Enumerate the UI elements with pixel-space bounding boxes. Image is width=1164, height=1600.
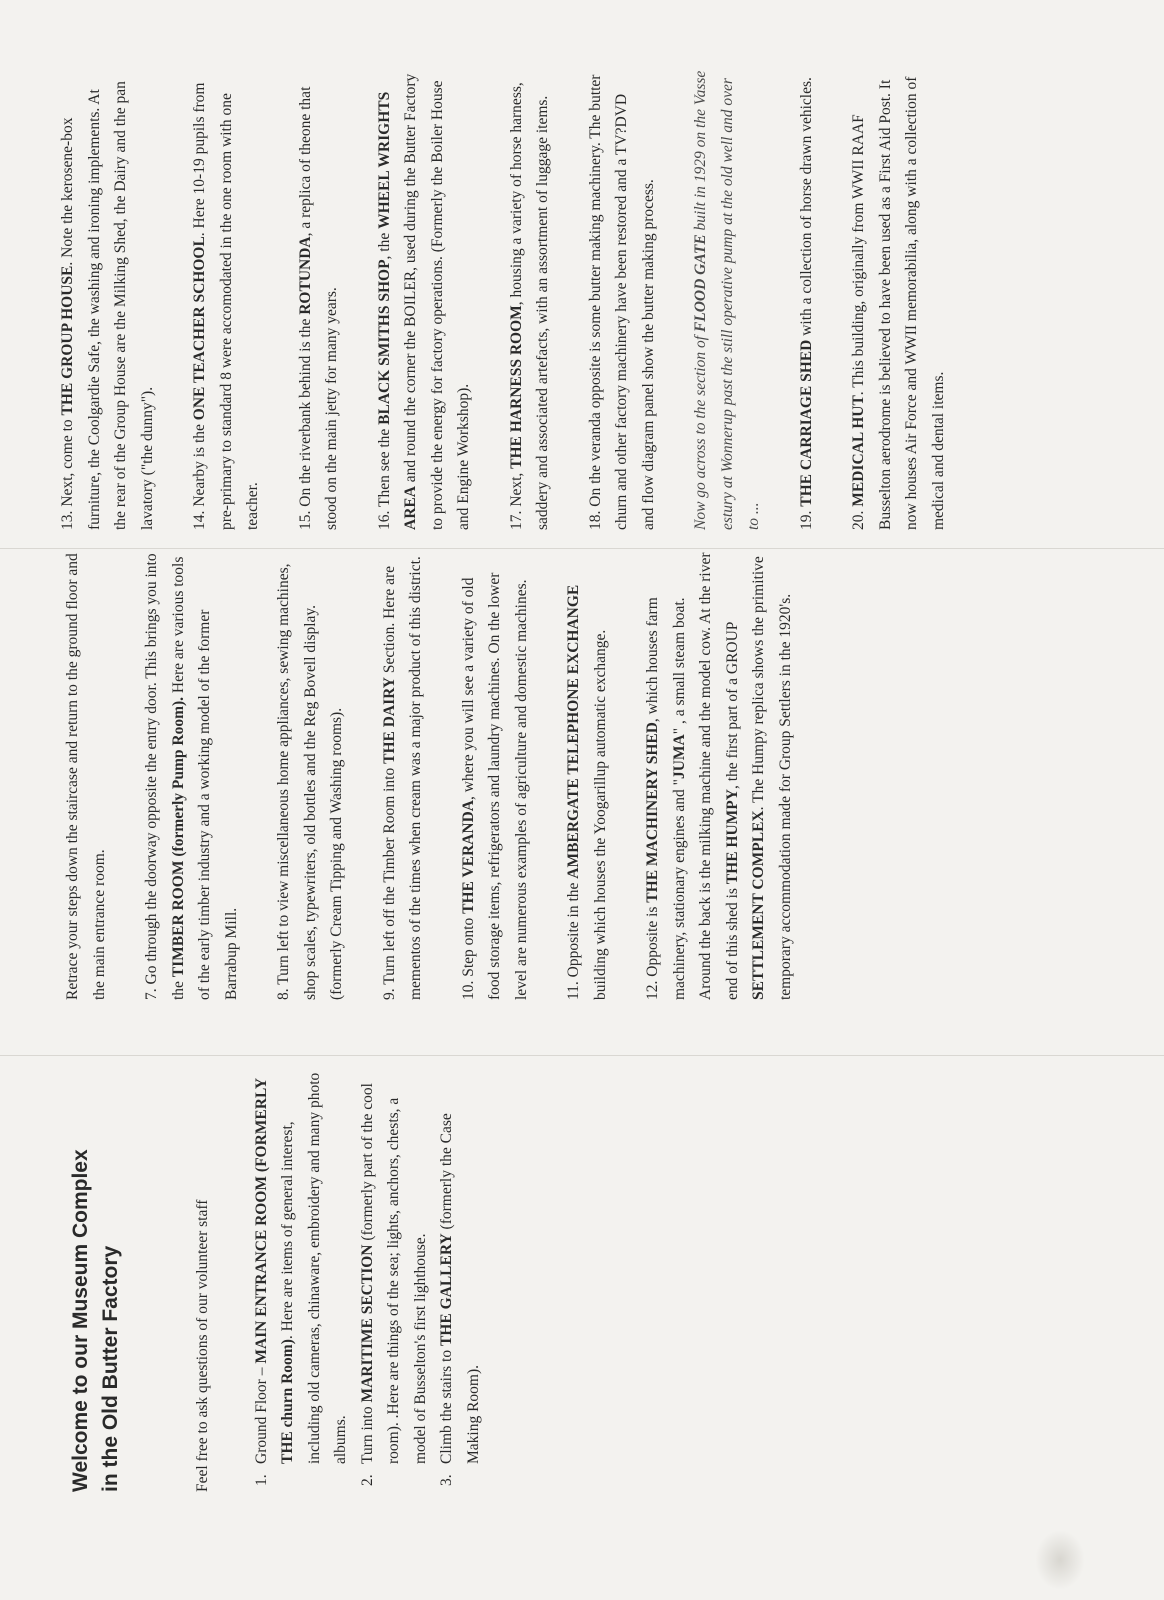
paragraph-11: [561, 550, 614, 1000]
text: and round the corner the BOILER, used during the Butter Factory to provide the energy for factory operations. (Formerly the Boiler House and Engine Workshop).: [402, 73, 472, 530]
flood-gate-note: [688, 70, 768, 530]
list-text: (formerly the Case Making Room).: [438, 1113, 482, 1464]
text: " , a small steam boat. Around the back is the milking machine and the model cow. At the river end of this shed is: [670, 552, 741, 1000]
heading: AMBERGATE TELEPHONE EXCHANGE: [565, 584, 582, 879]
list-num: 2.: [358, 1474, 376, 1486]
paragraph-7: [139, 550, 245, 1000]
heading: THE GROUP HOUSE: [59, 265, 76, 416]
heading: THE DAIRY: [380, 677, 398, 764]
list-num: 3.: [438, 1474, 455, 1486]
text: 9. Turn left off the Timber Room into: [380, 763, 398, 1000]
list-num: 1.: [252, 1474, 270, 1486]
paragraph-15: [293, 70, 346, 530]
text: 10. Step onto: [459, 913, 477, 1000]
panel-outdoor: [0, 0, 1164, 530]
text: Here are various tools of the early timber industry and a working model of the former Barrabup Mill.: [169, 556, 240, 1000]
list-heading: THE GALLERY: [438, 1233, 455, 1347]
list-item: [249, 1070, 355, 1492]
text: , housing a variety of horse harness, saddery and associated artefacts, with an assortment of luggage items.: [507, 82, 551, 530]
paragraph-12: [640, 550, 799, 1000]
list-heading: MARITIME SECTION: [358, 1244, 376, 1403]
page-title: [66, 1070, 126, 1492]
list-item: [434, 1070, 487, 1492]
text: 19.: [797, 506, 815, 530]
heading: MEDICAL HUT: [850, 395, 867, 507]
heading: WHEEL WRIGHTS AREA: [375, 91, 419, 530]
heading: THE VERANDA: [459, 800, 477, 914]
floor-list: [249, 1070, 488, 1492]
text: 7. Go through the doorway opposite the entry door. This brings you into the: [143, 553, 187, 1000]
heading: THE MACHINERY SHED: [644, 722, 661, 903]
text: 16. Then see the: [375, 424, 393, 530]
paragraph-17: [504, 70, 557, 530]
text: , where you will see a variety of old food storage items, refrigerators and laundry machines. On the lower level are numerous examples of agriculture and domestic machines.: [459, 572, 530, 1000]
paragraph-retrace: Retrace your steps down the staircase and return to the ground floor and the main entrance room.: [64, 553, 108, 1000]
text: , the first part of a GROUP: [723, 622, 741, 790]
paragraph-18: 18. On the veranda opposite is some butter making machinery. The butter churn and other factory machinery have been restored and a TV?DVD and flow diagram panel show the butter making process.: [586, 74, 657, 530]
text: . Here 10-19 pupils from pre-primary to standard 8 were accomodated in the one room with one teacher.: [191, 82, 261, 530]
list-text: Turn into: [358, 1402, 376, 1464]
text: . The Humpy replica shows the primitive temporary accommodation made for Group Settlers in the 1920's.: [750, 556, 794, 1000]
paragraph-13: [55, 70, 161, 530]
list-text: Climb the stairs to: [438, 1346, 455, 1464]
text: 20.: [850, 506, 867, 530]
text: , a replica of theone that stood on the main jetty for many years.: [296, 86, 340, 530]
paragraph-10: [456, 550, 536, 1000]
list-heading: MAIN ENTRANCE ROOM (FORMERLY THE churn Room): [252, 1078, 296, 1464]
text: Section. Here are mementos of the times when cream was a major product of this district.: [380, 556, 424, 1000]
text: built in 1929 on the Vasse estury at Wonnerup past the still operative pump at the old well and over to ...: [692, 70, 762, 530]
text: 12. Opposite is: [644, 902, 661, 1000]
heading: THE HARNESS ROOM: [507, 305, 525, 469]
panel-welcome: [0, 1040, 1164, 1600]
heading: SETTLEMENT COMPLEX: [750, 810, 767, 1000]
heading: JUMA: [670, 734, 688, 780]
paragraph-8: 8. Turn left to view miscellaneous home appliances, sewing machines, shop scales, typewriters, old bottles and the Reg Bovell display. (formerly Cream Tipping and Washing rooms).: [275, 563, 345, 1000]
heading: ROTUNDA: [296, 236, 314, 315]
text: , the: [375, 228, 393, 260]
paragraph-16: [372, 70, 478, 530]
list-item: [355, 1070, 435, 1492]
list-text: . Here are items of general interest, including old cameras, chinaware, embroidery and many photo albums.: [279, 1072, 349, 1464]
title-line-2: in the Old Butter Factory: [99, 1245, 122, 1492]
list-text: (formerly part of the cool room). .Here are things of the sea; lights, anchors, chests, a model of Busselton's first lighthouse.: [358, 1083, 429, 1464]
paragraph-20: [846, 70, 952, 530]
heading: TIMBER ROOM (formerly Pump Room).: [169, 696, 187, 978]
panel-ground-floor: [0, 530, 1164, 1040]
heading: THE CARRIAGE SHED: [797, 339, 815, 507]
heading: FLOOD GATE: [692, 234, 709, 333]
text: . Note the kerosene-box furniture, the Coolgardie Safe, the washing and ironing implements. At the rear of the Group House are the Milking Shed, the Dairy and the pan lavatory ("the dunny").: [59, 81, 156, 530]
heading: THE HUMPY: [723, 789, 741, 885]
text: 14. Nearby is the: [191, 420, 208, 530]
heading: ONE TEACHER SCHOOL: [191, 236, 208, 421]
text: Now go across to the section of: [692, 332, 709, 530]
text: 13. Next, come to: [59, 415, 76, 530]
paragraph-9: [377, 550, 430, 1000]
paragraph-14: [187, 70, 267, 530]
list-text: Ground Floor –: [252, 1363, 270, 1464]
text: . This building, originally from WWII RAAF Busselton aerodrome is believed to have been used as a First Aid Post. It now houses Air Force and WWII memorabilia, along with a collection of medical and dental items.: [850, 76, 947, 530]
text: 11. Opposite in the: [565, 878, 582, 1000]
text: 15. On the riverbank behind is the: [296, 314, 314, 530]
text: 17. Next,: [507, 468, 525, 530]
intro-text: Feel free to ask questions of our volunteer staff: [194, 1199, 211, 1492]
heading: BLACK SMITHS SHOP: [375, 259, 393, 425]
paragraph-19: [794, 70, 821, 530]
title-line-1: Welcome to our Museum Complex: [69, 1149, 92, 1492]
text: , which houses farm machinery, stationary engines and ": [644, 597, 688, 1000]
text: with a collection of horse drawn vehicles.: [797, 77, 815, 340]
text: building which houses the Yoogarillup automatic exchange.: [591, 629, 609, 1000]
